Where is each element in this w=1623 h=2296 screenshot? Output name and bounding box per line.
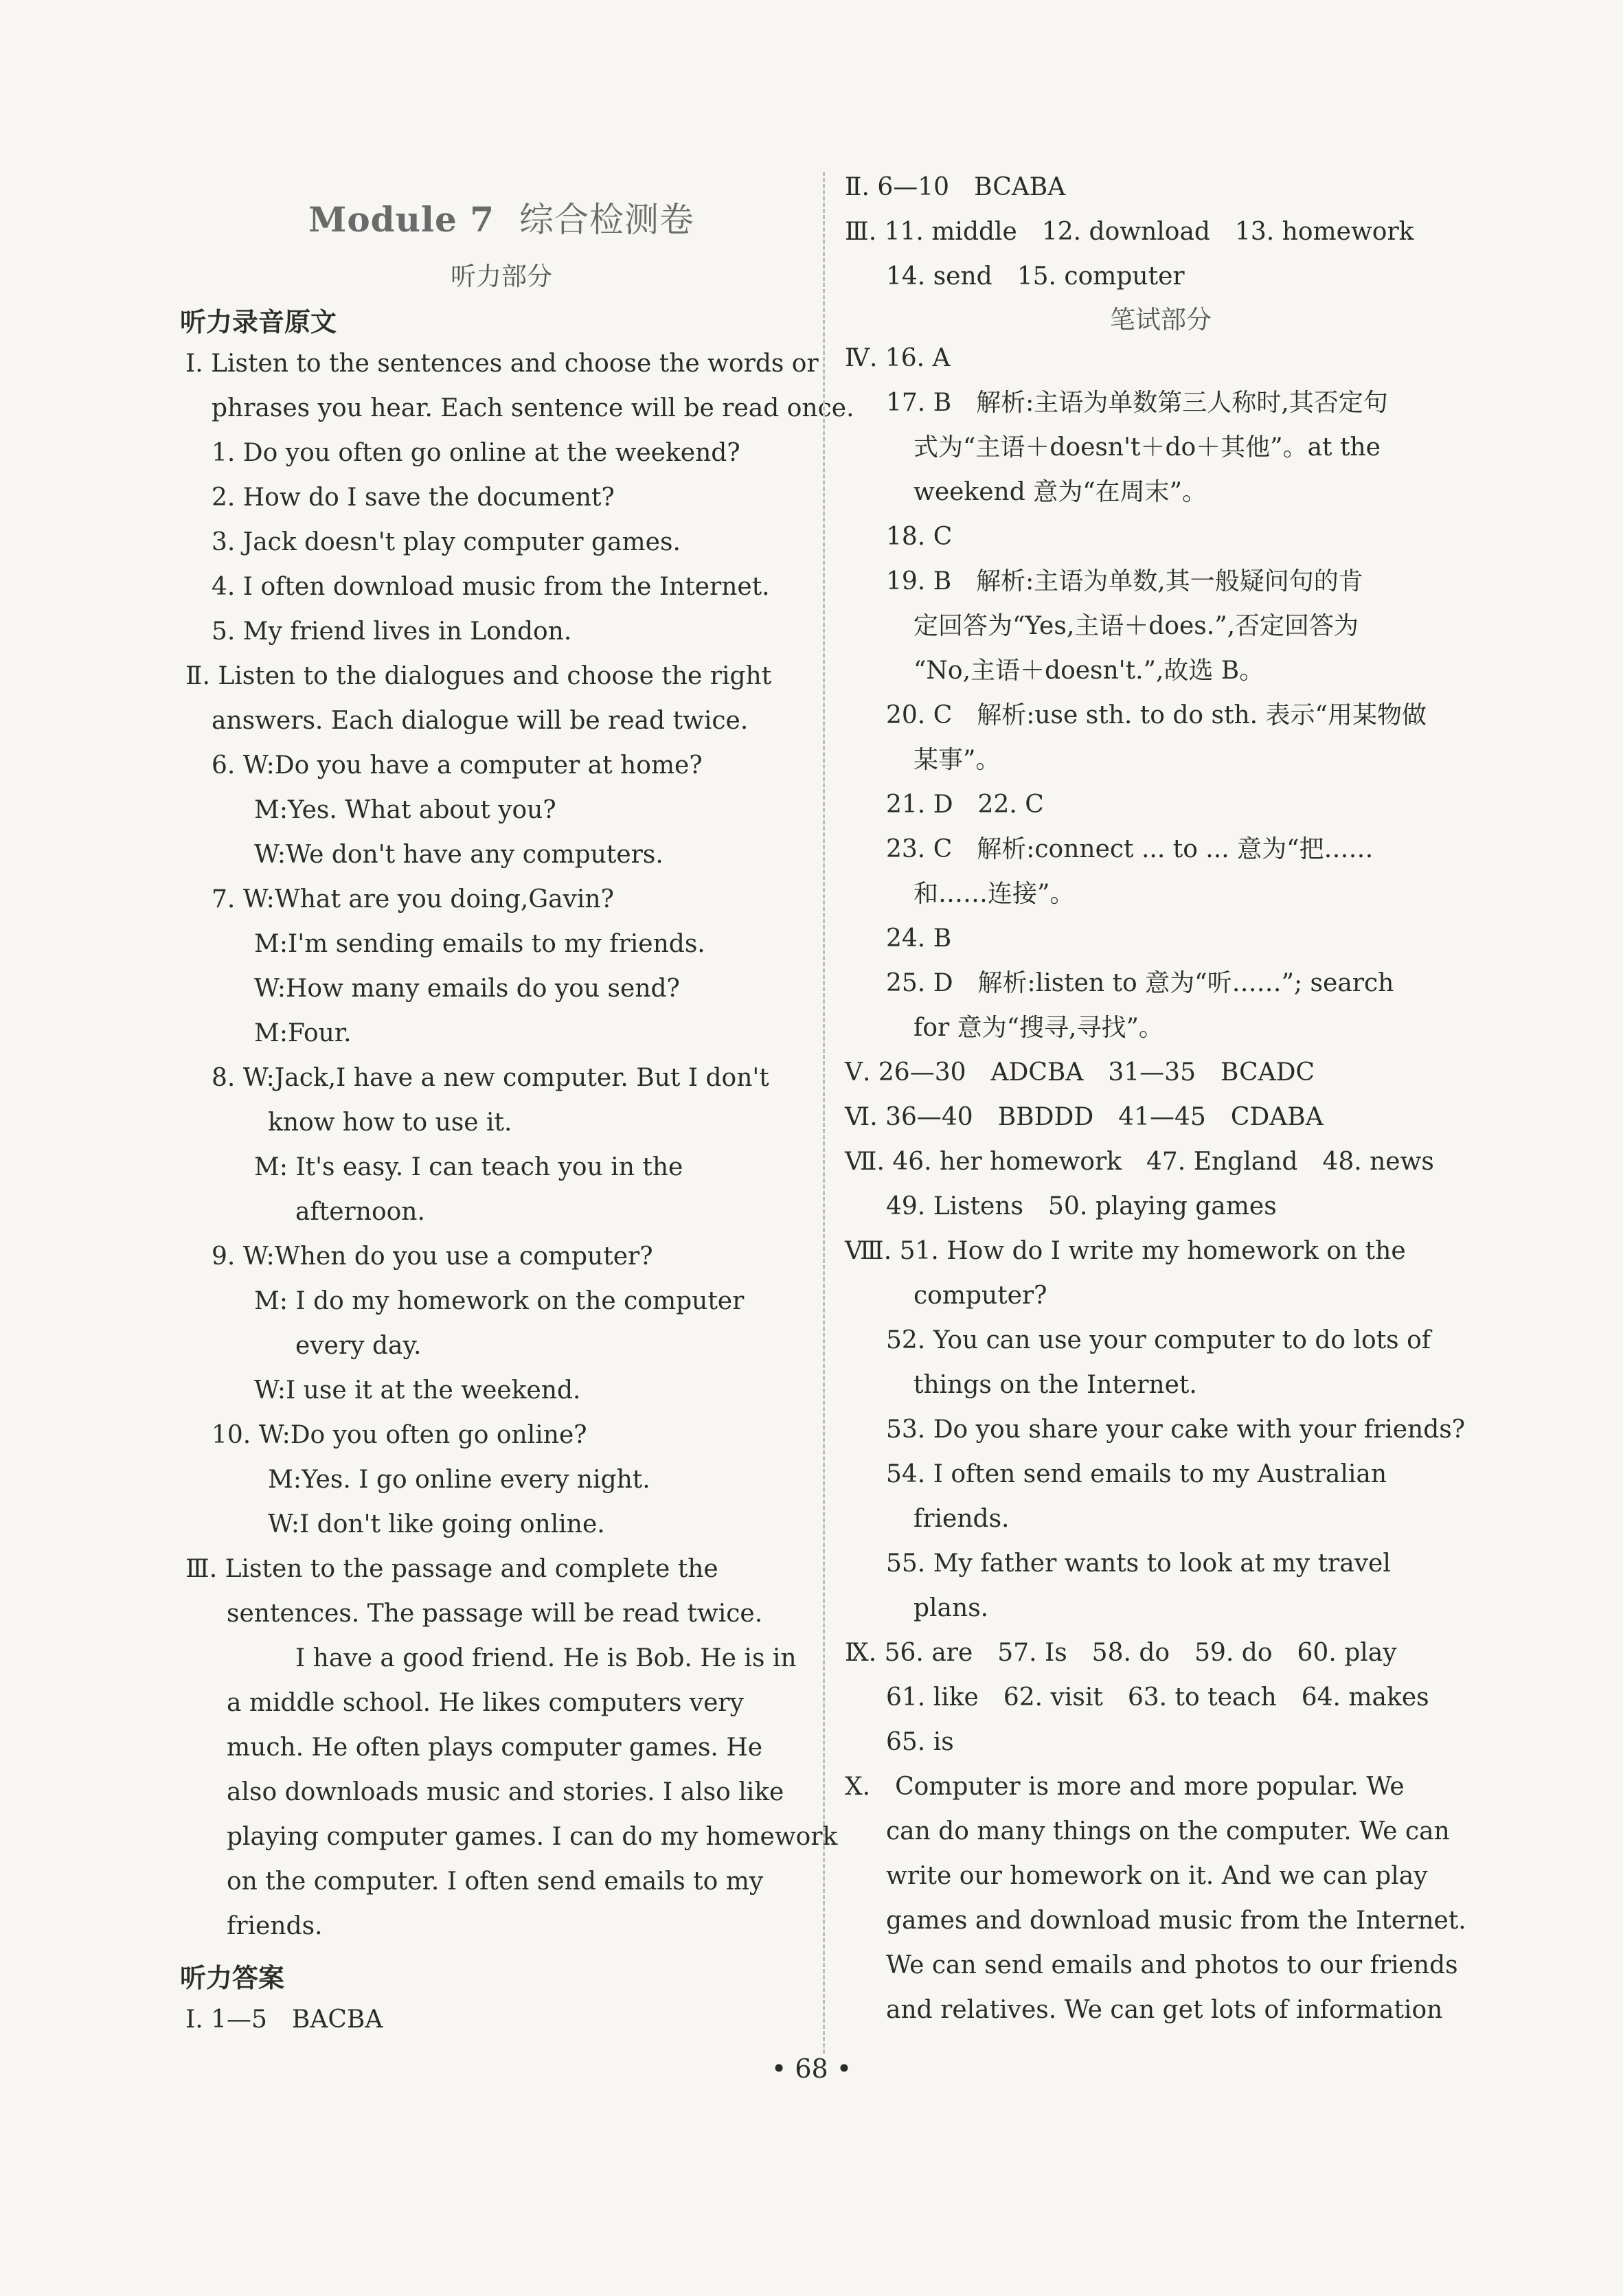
dialogue-7-m1: M:I'm sending emails to my friends.	[254, 930, 705, 958]
essay-line-4: games and download music from the Internet.	[886, 1907, 1466, 1935]
answer-16: Ⅳ. 16. A	[845, 344, 951, 372]
answer-19-cont-1: 定回答为“Yes,主语＋does.”,否定回答为	[913, 612, 1359, 640]
transcript-heading: 听力录音原文	[180, 307, 337, 337]
listening-answers-2: Ⅱ. 6—10 BCABA	[845, 173, 1066, 201]
answers-section-7: Ⅶ. 46. her homework 47. England 48. news	[845, 1148, 1434, 1176]
passage-line-3: much. He often plays computer games. He	[227, 1734, 763, 1762]
dialogue-8-w1: 8. W:Jack,I have a new computer. But I don't	[212, 1064, 769, 1092]
dialogue-10-w2: W:I don't like going online.	[268, 1510, 605, 1538]
answer-17-cont-2: weekend 意为“在周末”。	[913, 478, 1207, 506]
dialogue-9-m1-cont: every day.	[295, 1332, 422, 1360]
answer-20-cont: 某事”。	[913, 746, 1001, 774]
answer-54-cont: friends.	[913, 1505, 1010, 1533]
dialogue-7-w1: 7. W:What are you doing,Gavin?	[212, 885, 614, 913]
answers-section-6: Ⅵ. 36—40 BBDDD 41—45 CDABA	[845, 1103, 1324, 1131]
essay-line-6: and relatives. We can get lots of information	[886, 1996, 1443, 2024]
dialogue-8-m1: M: It's easy. I can teach you in the	[254, 1153, 683, 1181]
dialogue-6-m1: M:Yes. What about you?	[254, 796, 556, 824]
answers-section-9: Ⅸ. 56. are 57. Is 58. do 59. do 60. play	[845, 1639, 1397, 1667]
left-column	[180, 158, 854, 2042]
answer-52-cont: things on the Internet.	[913, 1371, 1197, 1399]
answer-51: Ⅷ. 51. How do I write my homework on the	[845, 1237, 1406, 1265]
section-1-instruction-cont: phrases you hear. Each sentence will be read once.	[212, 394, 854, 422]
listening-heading: 听力部分	[451, 262, 552, 291]
dialogue-7-m2: M:Four.	[254, 1019, 352, 1047]
page-title	[185, 192, 817, 242]
answer-17-cont-1: 式为“主语＋doesn't＋do＋其他”。at the	[913, 433, 1381, 462]
section-1-instruction: Ⅰ. Listen to the sentences and choose the words or	[185, 350, 819, 378]
answer-55-cont: plans.	[913, 1594, 989, 1622]
answer-23-cont: 和……连接”。	[913, 880, 1075, 908]
passage-line-2: a middle school. He likes computers very	[227, 1689, 744, 1717]
answer-55: 55. My father wants to look at my travel	[886, 1549, 1391, 1578]
sentence-3: 3. Jack doesn't play computer games.	[212, 528, 681, 556]
essay-line-5: We can send emails and photos to our friends	[886, 1951, 1458, 1979]
essay-line-2: can do many things on the computer. We can	[886, 1817, 1450, 1845]
essay-line-3: write our homework on it. And we can play	[886, 1862, 1428, 1890]
answer-52: 52. You can use your computer to do lots of	[886, 1326, 1431, 1354]
answers-section-5: Ⅴ. 26—30 ADCBA 31—35 BCADC	[845, 1058, 1315, 1087]
listening-answers-3-cont: 14. send 15. computer	[886, 262, 1185, 291]
answer-54: 54. I often send emails to my Australian	[886, 1460, 1387, 1488]
section-2-instruction: Ⅱ. Listen to the dialogues and choose the right	[185, 662, 772, 690]
sentence-5: 5. My friend lives in London.	[212, 617, 572, 646]
listening-answers-3: Ⅲ. 11. middle 12. download 13. homework	[845, 218, 1414, 246]
section-2-instruction-cont: answers. Each dialogue will be read twice.	[212, 707, 749, 735]
passage-line-5: playing computer games. I can do my homework	[227, 1823, 838, 1851]
answers-section-9-cont-2: 65. is	[886, 1728, 954, 1756]
sentence-4: 4. I often download music from the Internet.	[212, 573, 770, 601]
answer-20: 20. C 解析:use sth. to do sth. 表示“用某物做	[886, 701, 1427, 729]
right-column	[845, 165, 1477, 2032]
dialogue-10-m1: M:Yes. I go online every night.	[268, 1466, 650, 1494]
dialogue-6-w2: W:We don't have any computers.	[254, 841, 663, 869]
dialogue-9-w2: W:I use it at the weekend.	[254, 1376, 581, 1405]
section-3-instruction-cont: sentences. The passage will be read twice.	[227, 1600, 763, 1628]
dialogue-9-w1: 9. W:When do you use a computer?	[212, 1242, 653, 1271]
sentence-1: 1. Do you often go online at the weekend?	[212, 439, 740, 467]
answers-section-9-cont-1: 61. like 62. visit 63. to teach 64. makes	[886, 1683, 1429, 1712]
dialogue-9-m1: M: I do my homework on the computer	[254, 1287, 745, 1315]
answer-19-cont-2: “No,主语＋doesn't.”,故选 B。	[913, 657, 1264, 685]
answer-53: 53. Do you share your cake with your friends?	[886, 1416, 1466, 1444]
passage-line-7: friends.	[227, 1912, 323, 1940]
section-3-instruction: Ⅲ. Listen to the passage and complete the	[185, 1555, 718, 1583]
dialogue-8-m1-cont: afternoon.	[295, 1198, 425, 1226]
passage-line-1: I have a good friend. He is Bob. He is in	[295, 1644, 797, 1672]
passage-line-4: also downloads music and stories. I also like	[227, 1778, 784, 1806]
dialogue-7-w2: W:How many emails do you send?	[254, 975, 680, 1003]
essay-line-1: Ⅹ. Computer is more and more popular. We	[845, 1773, 1405, 1801]
passage-line-6: on the computer. I often send emails to my	[227, 1867, 764, 1896]
answer-18: 18. C	[886, 523, 953, 551]
written-heading: 笔试部分	[1110, 305, 1212, 334]
answer-25: 25. D 解析:listen to 意为“听……”; search	[886, 969, 1394, 997]
dialogue-8-w1-cont: know how to use it.	[268, 1109, 512, 1137]
answer-17: 17. B 解析:主语为单数第三人称时,其否定句	[886, 389, 1388, 417]
title-en: Module 7	[308, 199, 495, 240]
answer-25-cont: for 意为“搜寻,寻找”。	[913, 1014, 1164, 1042]
answers-heading: 听力答案	[180, 1963, 285, 1993]
dialogue-10-w1: 10. W:Do you often go online?	[212, 1421, 587, 1449]
answer-19: 19. B 解析:主语为单数,其一般疑问句的肯	[886, 567, 1363, 595]
column-divider	[823, 172, 825, 2054]
answer-21-22: 21. D 22. C	[886, 791, 1044, 819]
dialogue-6-w1: 6. W:Do you have a computer at home?	[212, 751, 703, 780]
page-number: • 68 •	[771, 2054, 852, 2084]
listening-answers-1: Ⅰ. 1—5 BACBA	[185, 2005, 383, 2034]
answer-24: 24. B	[886, 924, 952, 953]
title-cn: 综合检测卷	[519, 200, 694, 240]
sentence-2: 2. How do I save the document?	[212, 484, 615, 512]
answer-23: 23. C 解析:connect ... to ... 意为“把……	[886, 835, 1374, 863]
answers-section-7-cont: 49. Listens 50. playing games	[886, 1192, 1277, 1220]
answer-51-cont: computer?	[913, 1282, 1047, 1310]
